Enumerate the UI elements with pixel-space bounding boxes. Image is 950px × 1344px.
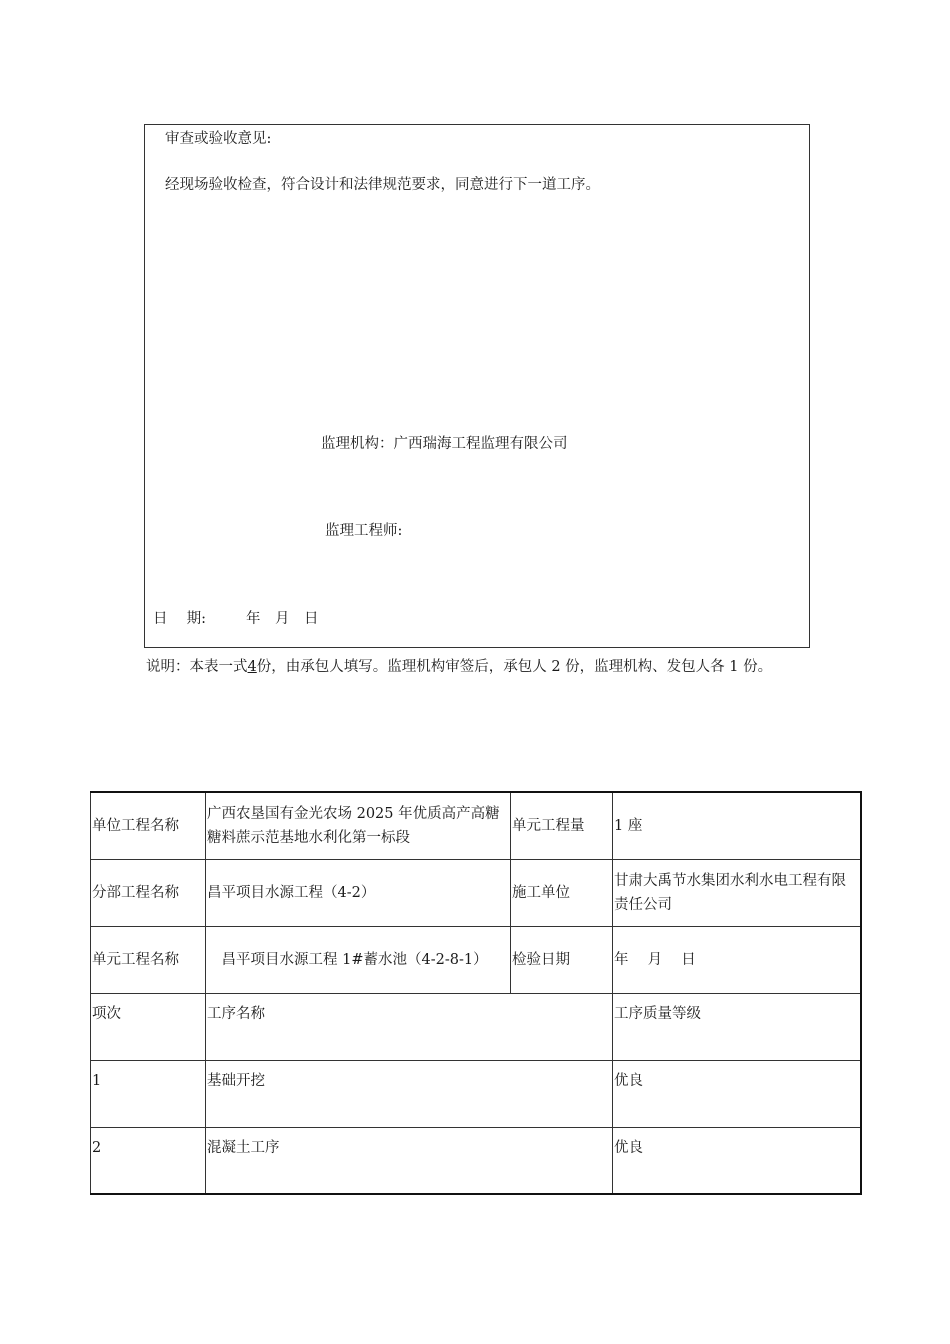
review-heading: 审查或验收意见: bbox=[165, 131, 272, 147]
header-item-no: 项次 bbox=[91, 993, 206, 1060]
cell-label: 检验日期 bbox=[511, 926, 613, 993]
supervision-org-value: 广西瑞海工程监理有限公司 bbox=[393, 436, 568, 452]
note-copies: 4 bbox=[247, 659, 257, 675]
cell-item-no: 2 bbox=[91, 1127, 206, 1194]
cell-label: 单元工程量 bbox=[511, 792, 613, 859]
table-header-row bbox=[91, 993, 861, 1060]
note-prefix: 说明：本表一式 bbox=[146, 659, 248, 675]
cell-label: 单元工程名称 bbox=[91, 926, 206, 993]
cell-label: 施工单位 bbox=[511, 859, 613, 926]
table-row bbox=[91, 792, 861, 859]
cell-label: 分部工程名称 bbox=[91, 859, 206, 926]
date-blank: 年 月 日 bbox=[246, 611, 319, 627]
supervision-engineer-label: 监理工程师: bbox=[325, 523, 403, 539]
form-note bbox=[146, 654, 810, 680]
cell-value: 昌平项目水源工程（4-2） bbox=[206, 859, 511, 926]
date-label: 日 期: bbox=[153, 611, 206, 627]
cell-quality-grade: 优良 bbox=[613, 1127, 861, 1194]
cell-item-no: 1 bbox=[91, 1060, 206, 1127]
cell-process-name: 混凝土工序 bbox=[206, 1127, 613, 1194]
header-quality-grade: 工序质量等级 bbox=[613, 993, 861, 1060]
note-suffix: 份，由承包人填写。监理机构审签后，承包人 2 份，监理机构、发包人各 1 份。 bbox=[256, 659, 773, 675]
header-process-name: 工序名称 bbox=[206, 993, 613, 1060]
unit-quality-table bbox=[90, 791, 862, 1195]
cell-value: 甘肃大禹节水集团水利水电工程有限责任公司 bbox=[613, 859, 861, 926]
review-opinion-text: 经现场验收检查，符合设计和法律规范要求，同意进行下一道工序。 bbox=[165, 177, 600, 193]
cell-quality-grade: 优良 bbox=[613, 1060, 861, 1127]
table-row bbox=[91, 1127, 861, 1194]
table-row bbox=[91, 926, 861, 993]
cell-process-name: 基础开挖 bbox=[206, 1060, 613, 1127]
table-row bbox=[91, 1060, 861, 1127]
table-row bbox=[91, 859, 861, 926]
supervision-org bbox=[321, 435, 568, 453]
cell-value: 年 月 日 bbox=[613, 926, 861, 993]
cell-value: 1 座 bbox=[613, 792, 861, 859]
cell-value: 昌平项目水源工程 1#蓄水池（4-2-8-1） bbox=[206, 926, 511, 993]
cell-label: 单位工程名称 bbox=[91, 792, 206, 859]
cell-value: 广西农垦国有金光农场 2025 年优质高产高糖糖料蔗示范基地水利化第一标段 bbox=[206, 792, 511, 859]
review-opinion-box bbox=[144, 124, 810, 648]
supervision-org-label: 监理机构： bbox=[321, 436, 394, 452]
